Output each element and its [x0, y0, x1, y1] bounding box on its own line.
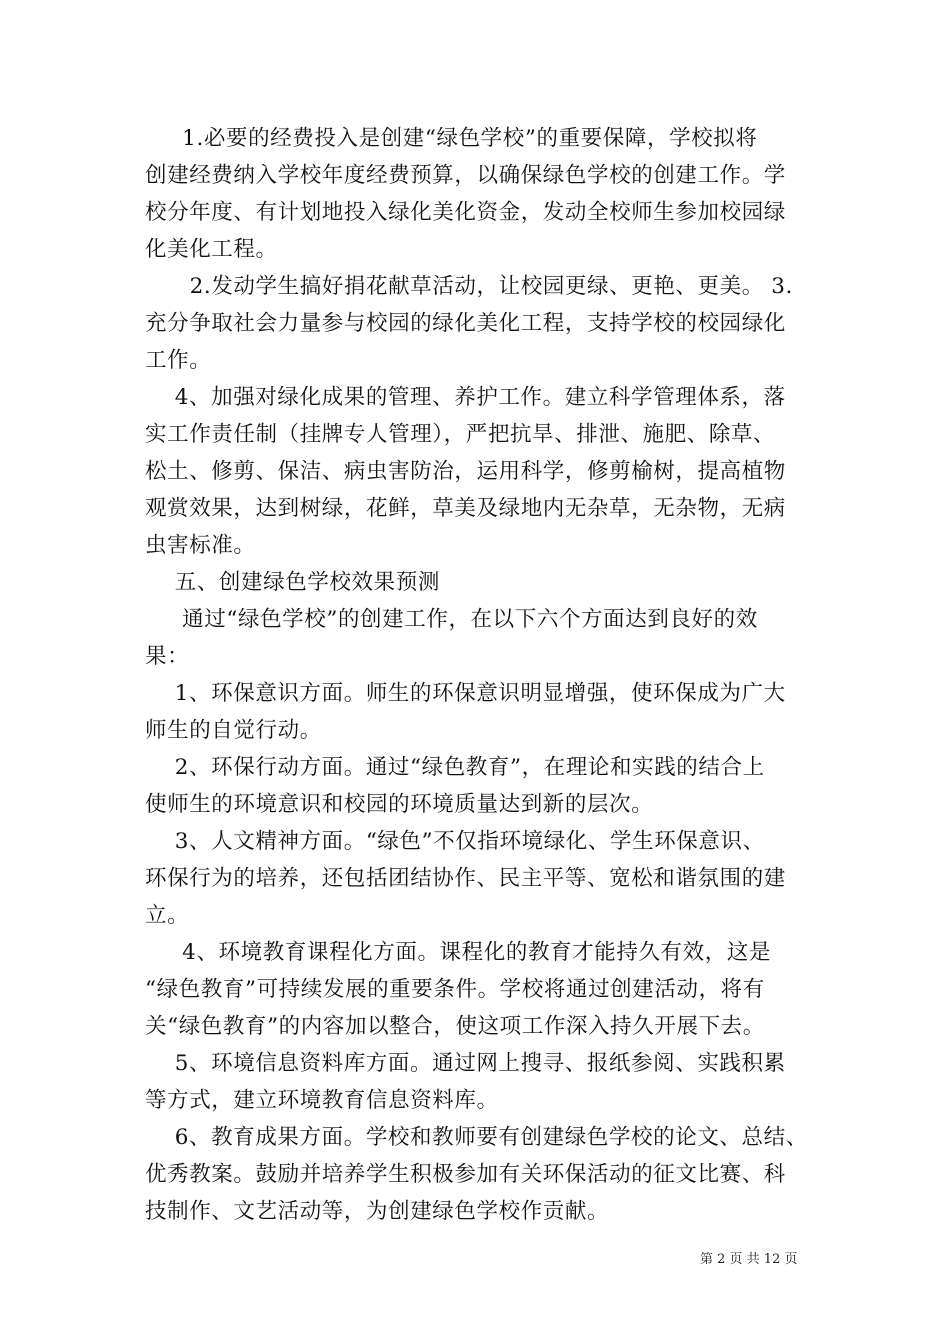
- text-line: 4、加强对绿化成果的管理、养护工作。建立科学管理体系，落: [145, 385, 786, 410]
- text-line: 工作。: [145, 348, 212, 373]
- page-number: 第 2 页 共 12 页: [700, 1252, 798, 1267]
- text-line: 使师生的环境意识和校园的环境质量达到新的层次。: [145, 792, 654, 817]
- text-line: 校分年度、有计划地投入绿化美化资金，发动全校师生参加校园绿: [145, 200, 786, 225]
- text-line: 4、环境教育课程化方面。课程化的教育才能持久有效，这是: [145, 940, 772, 965]
- text-line: 创建经费纳入学校年度经费预算，以确保绿色学校的创建工作。学: [145, 163, 786, 188]
- section-heading: 五、创建绿色学校效果预测: [145, 570, 440, 595]
- text-line: “绿色教育”可持续发展的重要条件。学校将通过创建活动，将有: [145, 977, 765, 1002]
- text-line: 1、环保意识方面。师生的环保意识明显增强，使环保成为广大: [145, 681, 786, 706]
- text-line: 2.发动学生搞好捐花献草活动，让校园更绿、更艳、更美。 3.: [145, 274, 793, 299]
- text-line: 5、环境信息资料库方面。通过网上搜寻、报纸参阅、实践积累: [145, 1051, 786, 1076]
- text-line: 优秀教案。鼓励并培养学生积极参加有关环保活动的征文比赛、科: [145, 1162, 786, 1187]
- text-line: 通过“绿色学校”的创建工作，在以下六个方面达到良好的效: [145, 607, 758, 632]
- text-line: 6、教育成果方面。学校和教师要有创建绿色学校的论文、总结、: [145, 1125, 808, 1150]
- text-line: 观赏效果，达到树绿，花鲜，草美及绿地内无杂草，无杂物，无病: [145, 496, 786, 521]
- text-line: 技制作、文艺活动等，为创建绿色学校作贡献。: [145, 1199, 610, 1224]
- text-line: 环保行为的培养，还包括团结协作、民主平等、宽松和谐氛围的建: [145, 866, 786, 891]
- text-line: 等方式，建立环境教育信息资料库。: [145, 1088, 499, 1113]
- text-line: 1.必要的经费投入是创建“绿色学校”的重要保障，学校拟将: [145, 126, 758, 151]
- text-line: 充分争取社会力量参与校园的绿化美化工程，支持学校的校园绿化: [145, 311, 786, 336]
- text-line: 实工作责任制（挂牌专人管理），严把抗旱、排泄、施肥、除草、: [145, 422, 776, 447]
- text-line: 2、环保行动方面。通过“绿色教育”，在理论和实践的结合上: [145, 755, 765, 780]
- text-line: 师生的自觉行动。: [145, 718, 322, 743]
- text-line: 关“绿色教育”的内容加以整合，使这项工作深入持久开展下去。: [145, 1014, 765, 1039]
- text-line: 3、人文精神方面。“绿色”不仅指环境绿化、学生环保意识、: [145, 829, 765, 854]
- text-line: 虫害标准。: [145, 533, 256, 558]
- text-line: 松土、修剪、保洁、病虫害防治，运用科学，修剪榆树，提高植物: [145, 459, 786, 484]
- text-line: 立。: [145, 903, 190, 928]
- text-line: 果：: [145, 644, 190, 669]
- text-line: 化美化工程。: [145, 237, 278, 262]
